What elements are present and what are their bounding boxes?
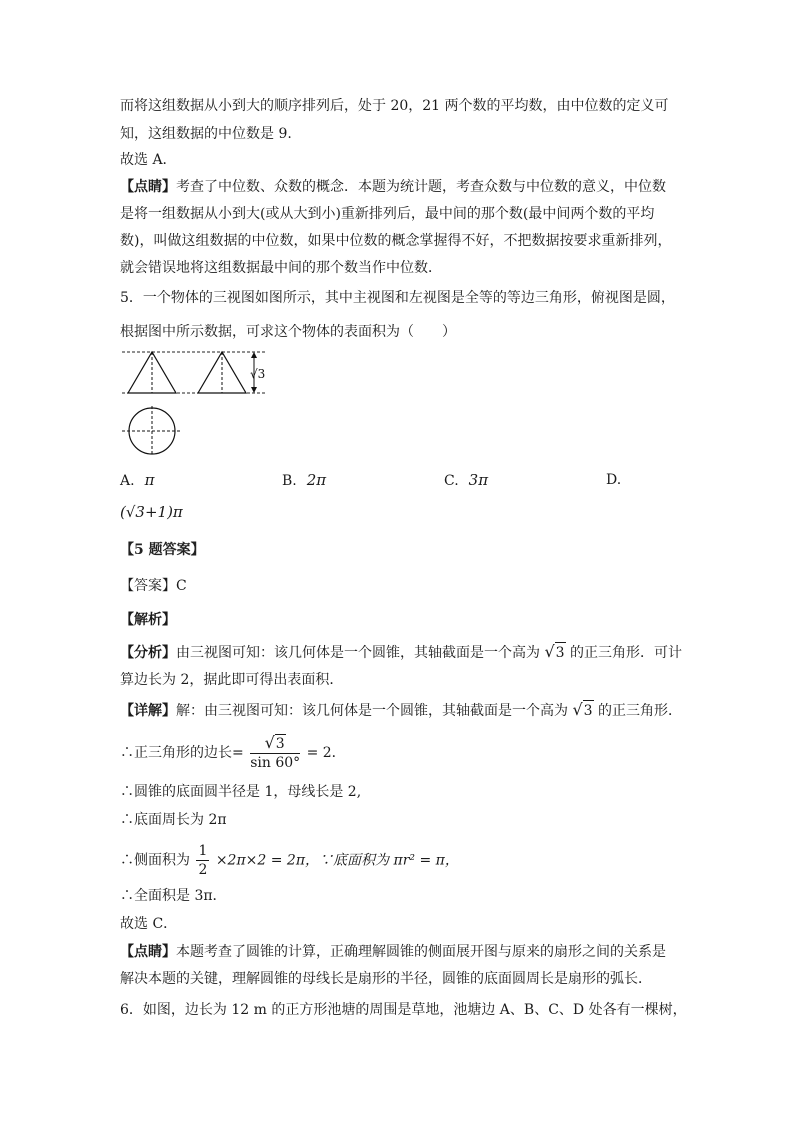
dianjing-tag: 【点睛】 bbox=[120, 179, 176, 195]
dianjing-text: 考查了中位数、众数的概念．本题为统计题，考查众数与中位数的意义，中位数 bbox=[176, 179, 666, 195]
paragraph-line: 是将一组数据从小到大(或从大到小)重新排列后，最中间的那个数(最中间两个数的平均 bbox=[120, 206, 655, 222]
question-5-stem: 5．一个物体的三视图如图所示，其中主视图和左视图是全等的等边三角形，俯视图是圆， bbox=[120, 290, 675, 306]
answer: 【答案】C bbox=[120, 578, 187, 594]
sqrt-value: 3 bbox=[555, 642, 566, 663]
analysis-header: 【解析】 bbox=[120, 612, 176, 628]
xiangjie-tag: 【详解】 bbox=[120, 703, 176, 719]
height-label: √3 bbox=[250, 367, 266, 381]
step-4: ∴侧面积为 $\frac{1}{2}$ ×2π×2 = 2π，∵底面积为 πr² = π， bbox=[120, 843, 459, 878]
sqrt-value: 3 bbox=[583, 700, 594, 721]
question-6-stem: 6．如图，边长为 12 m 的正方形池塘的周围是草地，池塘边 A、B、C、D 处各有一棵树， bbox=[120, 1002, 687, 1018]
conclusion: 故选 C． bbox=[120, 916, 178, 932]
analysis-line: 算边长为 2，据此即可得出表面积． bbox=[120, 672, 344, 688]
option-c[interactable]: C. 3π bbox=[444, 471, 489, 489]
fraction: $\frac{√3}{\sin 60^\circ}$ bbox=[250, 733, 301, 771]
step-1: ∴正三角形的边长= $\frac{√3}{\sin 60^\circ}$ = 2． bbox=[120, 733, 346, 771]
three-view-figure bbox=[118, 348, 268, 463]
dianjing-line: 解决本题的关键，理解圆锥的母线长是扇形的半径，圆锥的底面圆周长是扇形的弧长． bbox=[120, 971, 652, 987]
paragraph-line: 而将这组数据从小到大的顺序排列后，处于 20，21 两个数的平均数，由中位数的定义可 bbox=[120, 98, 669, 114]
dianjing-tag: 【点睛】 bbox=[120, 944, 176, 960]
answer-header: 【5 题答案】 bbox=[120, 542, 205, 558]
dianjing-line: 【点睛】本题考查了圆锥的计算，正确理解圆锥的侧面展开图与原来的扇形之间的关系是 bbox=[120, 944, 666, 960]
fenxi-tag: 【分析】 bbox=[120, 645, 176, 661]
option-d[interactable]: D. bbox=[606, 472, 622, 488]
analysis-line: 【分析】由三视图可知：该几何体是一个圆锥，其轴截面是一个高为 √3 的正三角形．可计 bbox=[120, 642, 683, 661]
step-5: ∴全面积是 3π． bbox=[120, 888, 227, 904]
step-3: ∴底面周长为 2π bbox=[120, 812, 227, 828]
detail-line: 【详解】解：由三视图可知：该几何体是一个圆锥，其轴截面是一个高为 √3 的正三角形． bbox=[120, 700, 683, 719]
option-d-value: (√3+1)π bbox=[120, 503, 183, 521]
paragraph-line: 故选 A． bbox=[120, 152, 177, 168]
option-b[interactable]: B. 2π bbox=[282, 471, 327, 489]
paragraph-line: 数)，叫做这组数据的中位数，如果中位数的概念掌握得不好，不把数据按要求重新排列， bbox=[120, 233, 672, 249]
paragraph-line: 知，这组数据的中位数是 9. bbox=[120, 126, 292, 142]
paragraph-line: 就会错误地将这组数据最中间的那个数当作中位数． bbox=[120, 260, 442, 276]
question-5-stem: 根据图中所示数据，可求这个物体的表面积为（ ） bbox=[120, 324, 456, 340]
fraction: $\frac{1}{2}$ bbox=[198, 843, 208, 878]
step-2: ∴圆锥的底面圆半径是 1，母线长是 2, bbox=[120, 784, 362, 800]
dianjing-line bbox=[120, 177, 666, 197]
option-a[interactable]: A. π bbox=[120, 471, 155, 489]
